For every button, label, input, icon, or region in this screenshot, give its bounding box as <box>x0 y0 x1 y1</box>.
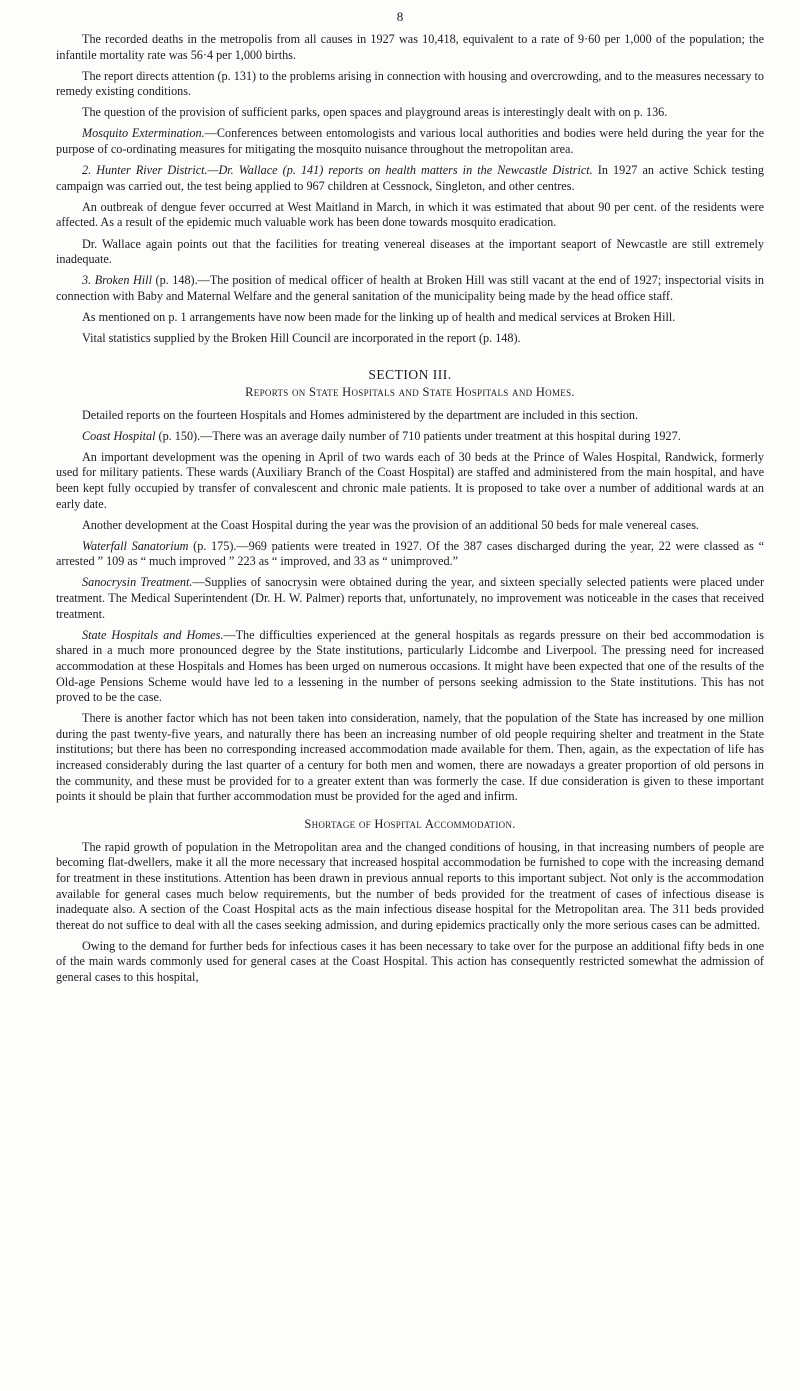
waterfall-heading: Waterfall Sanatorium <box>82 538 189 553</box>
page-number: 8 <box>396 9 404 24</box>
paragraph-prince-of-wales: An important development was the opening in April of two wards each of 30 beds at the Prince of Wales Hospital, Randwick, formerly used for military patients. These wards (Auxiliary Branch of the Coast Hospital) are staffed and administered from the main hospital, and have been kept fully occupied by transfer of convalescent and chronic male patients. It is proposed to take over a number of additional wards at an early date. <box>56 449 764 511</box>
hunter-reference: —Dr. Wallace (p. 141) reports on health matters in the Newcastle District. <box>207 163 593 178</box>
paragraph-coast-hospital <box>56 429 764 445</box>
paragraph-dengue: An outbreak of dengue fever occurred at West Maitland in March, in which it was estimated that about 90 per cent. of the residents were affected. As a result of the epidemic much valuable work has been done towards mosquito eradication. <box>56 199 764 230</box>
section-subtitle: Reports on State Hospitals and State Hospitals and Homes. <box>245 384 575 399</box>
paragraph-population-factor: There is another factor which has not been taken into consideration, namely, that the population of the State has increased by one million during the past twenty-five years, and naturally there has been an increasing number of old people requiring shelter and treatment in the State institutions; but there has been no corresponding increased accommodation made available for them. Then, again, as the expectation of life has increased considerably during the last quarter of a century for both men and women, there are nowadays a greater proportion of old persons in the community, and these must be provided for to a greater extent than was formerly the case. If due consideration is given to these important points it should be plain that further accommodation must be provided for the aged and infirm. <box>56 711 764 804</box>
paragraph-rapid-growth: The rapid growth of population in the Metropolitan area and the changed conditions of housing, in that increasing numbers of people are becoming flat-dwellers, make it all the more necessary that increased hospital accommodation be furnished to cope with the increasing demand for treatment in these institutions. Attention has been drawn in previous annual reports to this important subject. Not only is the accommodation available for general cases much below requirements, but the number of beds provided for the treatment of cases of infectious disease is inadequate also. A section of the Coast Hospital acts as the main infectious disease hospital for the Metropolitan area. The 311 beds provided thereat do not suffice to deal with all the cases seeking admission, and during epidemics practically only the more serious cases can be admitted. <box>56 839 764 932</box>
sanocrysin-heading: Sanocrysin Treatment. <box>82 575 193 590</box>
paragraph-hunter-river <box>56 163 764 194</box>
waterfall-text: (p. 175).—969 patients were treated in 1927. Of the 387 cases discharged during the year, 22 were classed as “ arrested ” 109 as “ much improved ” 223 as “ improved, and 33 as “ unimproved.” <box>56 538 764 569</box>
section-title: SECTION III. <box>368 366 452 382</box>
paragraph-broken-hill-services: As mentioned on p. 1 arrangements have now been made for the linking up of health and medical services at Broken Hill. <box>82 309 676 324</box>
paragraph-deaths: The recorded deaths in the metropolis from all causes in 1927 was 10,418, equivalent to a rate of 9·60 per 1,000 of the population; the infantile mortality rate was 56·4 per 1,000 births. <box>56 32 764 62</box>
paragraph-section-intro: Detailed reports on the fourteen Hospitals and Homes administered by the department are included in this section. <box>82 407 639 422</box>
paragraph-state-hospitals <box>56 628 764 706</box>
broken-hill-text: (p. 148).—The position of medical officer of health at Broken Hill was still vacant at the end of 1927; inspectorial visits in connection with Baby and Maternal Welfare and the general sanitation of the municipality being made by the head office staff. <box>56 273 764 303</box>
paragraph-broken-hill <box>56 273 764 304</box>
sanocrysin-text: —Supplies of sanocrysin were obtained during the year, and sixteen specially selected patients were placed under treatment. The Medical Superintendent (Dr. H. W. Palmer) reports that, unfortunately, no improvement was noticeable in the cases that received treatment. <box>56 575 764 621</box>
paragraph-venereal-beds: Another development at the Coast Hospital during the year was the provision of an additional 50 beds for male venereal cases. <box>82 517 699 532</box>
paragraph-venereal-newcastle: Dr. Wallace again points out that the facilities for treating venereal diseases at the important seaport of Newcastle are still extremely inadequate. <box>56 236 764 267</box>
coast-text: (p. 150).—There was an average daily number of 710 patients under treatment at this hospital during 1927. <box>155 428 681 443</box>
paragraph-infectious-beds: Owing to the demand for further beds for infectious cases it has been necessary to take over for the purpose an additional fifty beds in one of the main wards commonly used for general cases at the Coast Hospital. This action has consequently restricted somewhat the admission of general cases to this hospital, <box>56 938 764 984</box>
paragraph-housing: The report directs attention (p. 131) to the problems arising in connection with housing and overcrowding, and to the measures necessary to remedy existing conditions. <box>56 68 764 99</box>
broken-hill-heading: 3. Broken Hill <box>82 273 152 288</box>
paragraph-mosquito <box>56 126 764 157</box>
paragraph-sanocrysin <box>56 575 764 622</box>
state-homes-text: —The difficulties experienced at the general hospitals as regards pressure on their bed accommodation is shared in a much more pronounced degree by the State institutions, particularly Lidcombe and Liverpool. The pressing need for increased accommodation at these Hospitals and Homes has been urged on numerous occasions. It might have been expected that one of the results of the Old-age Pensions Scheme would have led to a lessening in the number of persons seeking admission to the State institutions. This has not proved to be the case. <box>56 627 764 705</box>
paragraph-waterfall <box>56 539 764 570</box>
shortage-heading: Shortage of Hospital Accommodation. <box>304 816 516 831</box>
paragraph-vital-statistics: Vital statistics supplied by the Broken Hill Council are incorporated in the report (p. 148). <box>82 331 521 345</box>
hunter-text: In 1927 an active Schick testing campaign was carried out, the test being applied to 967 children at Cessnock, Singleton, and other centres. <box>56 163 764 193</box>
paragraph-parks: The question of the provision of sufficient parks, open spaces and playground areas is interestingly dealt with on p. 136. <box>82 105 668 120</box>
document-body <box>56 32 764 991</box>
mosquito-heading: Mosquito Extermination. <box>82 126 205 141</box>
mosquito-text: —Conferences between entomologists and various local authorities and bodies were held during the year for the purpose of co-ordinating measures for mitigating the mosquito nuisance throughout the metropolitan area. <box>56 126 764 157</box>
hunter-heading: 2. Hunter River District. <box>82 163 208 178</box>
coast-heading: Coast Hospital <box>82 428 156 443</box>
state-homes-heading: State Hospitals and Homes. <box>82 627 224 642</box>
